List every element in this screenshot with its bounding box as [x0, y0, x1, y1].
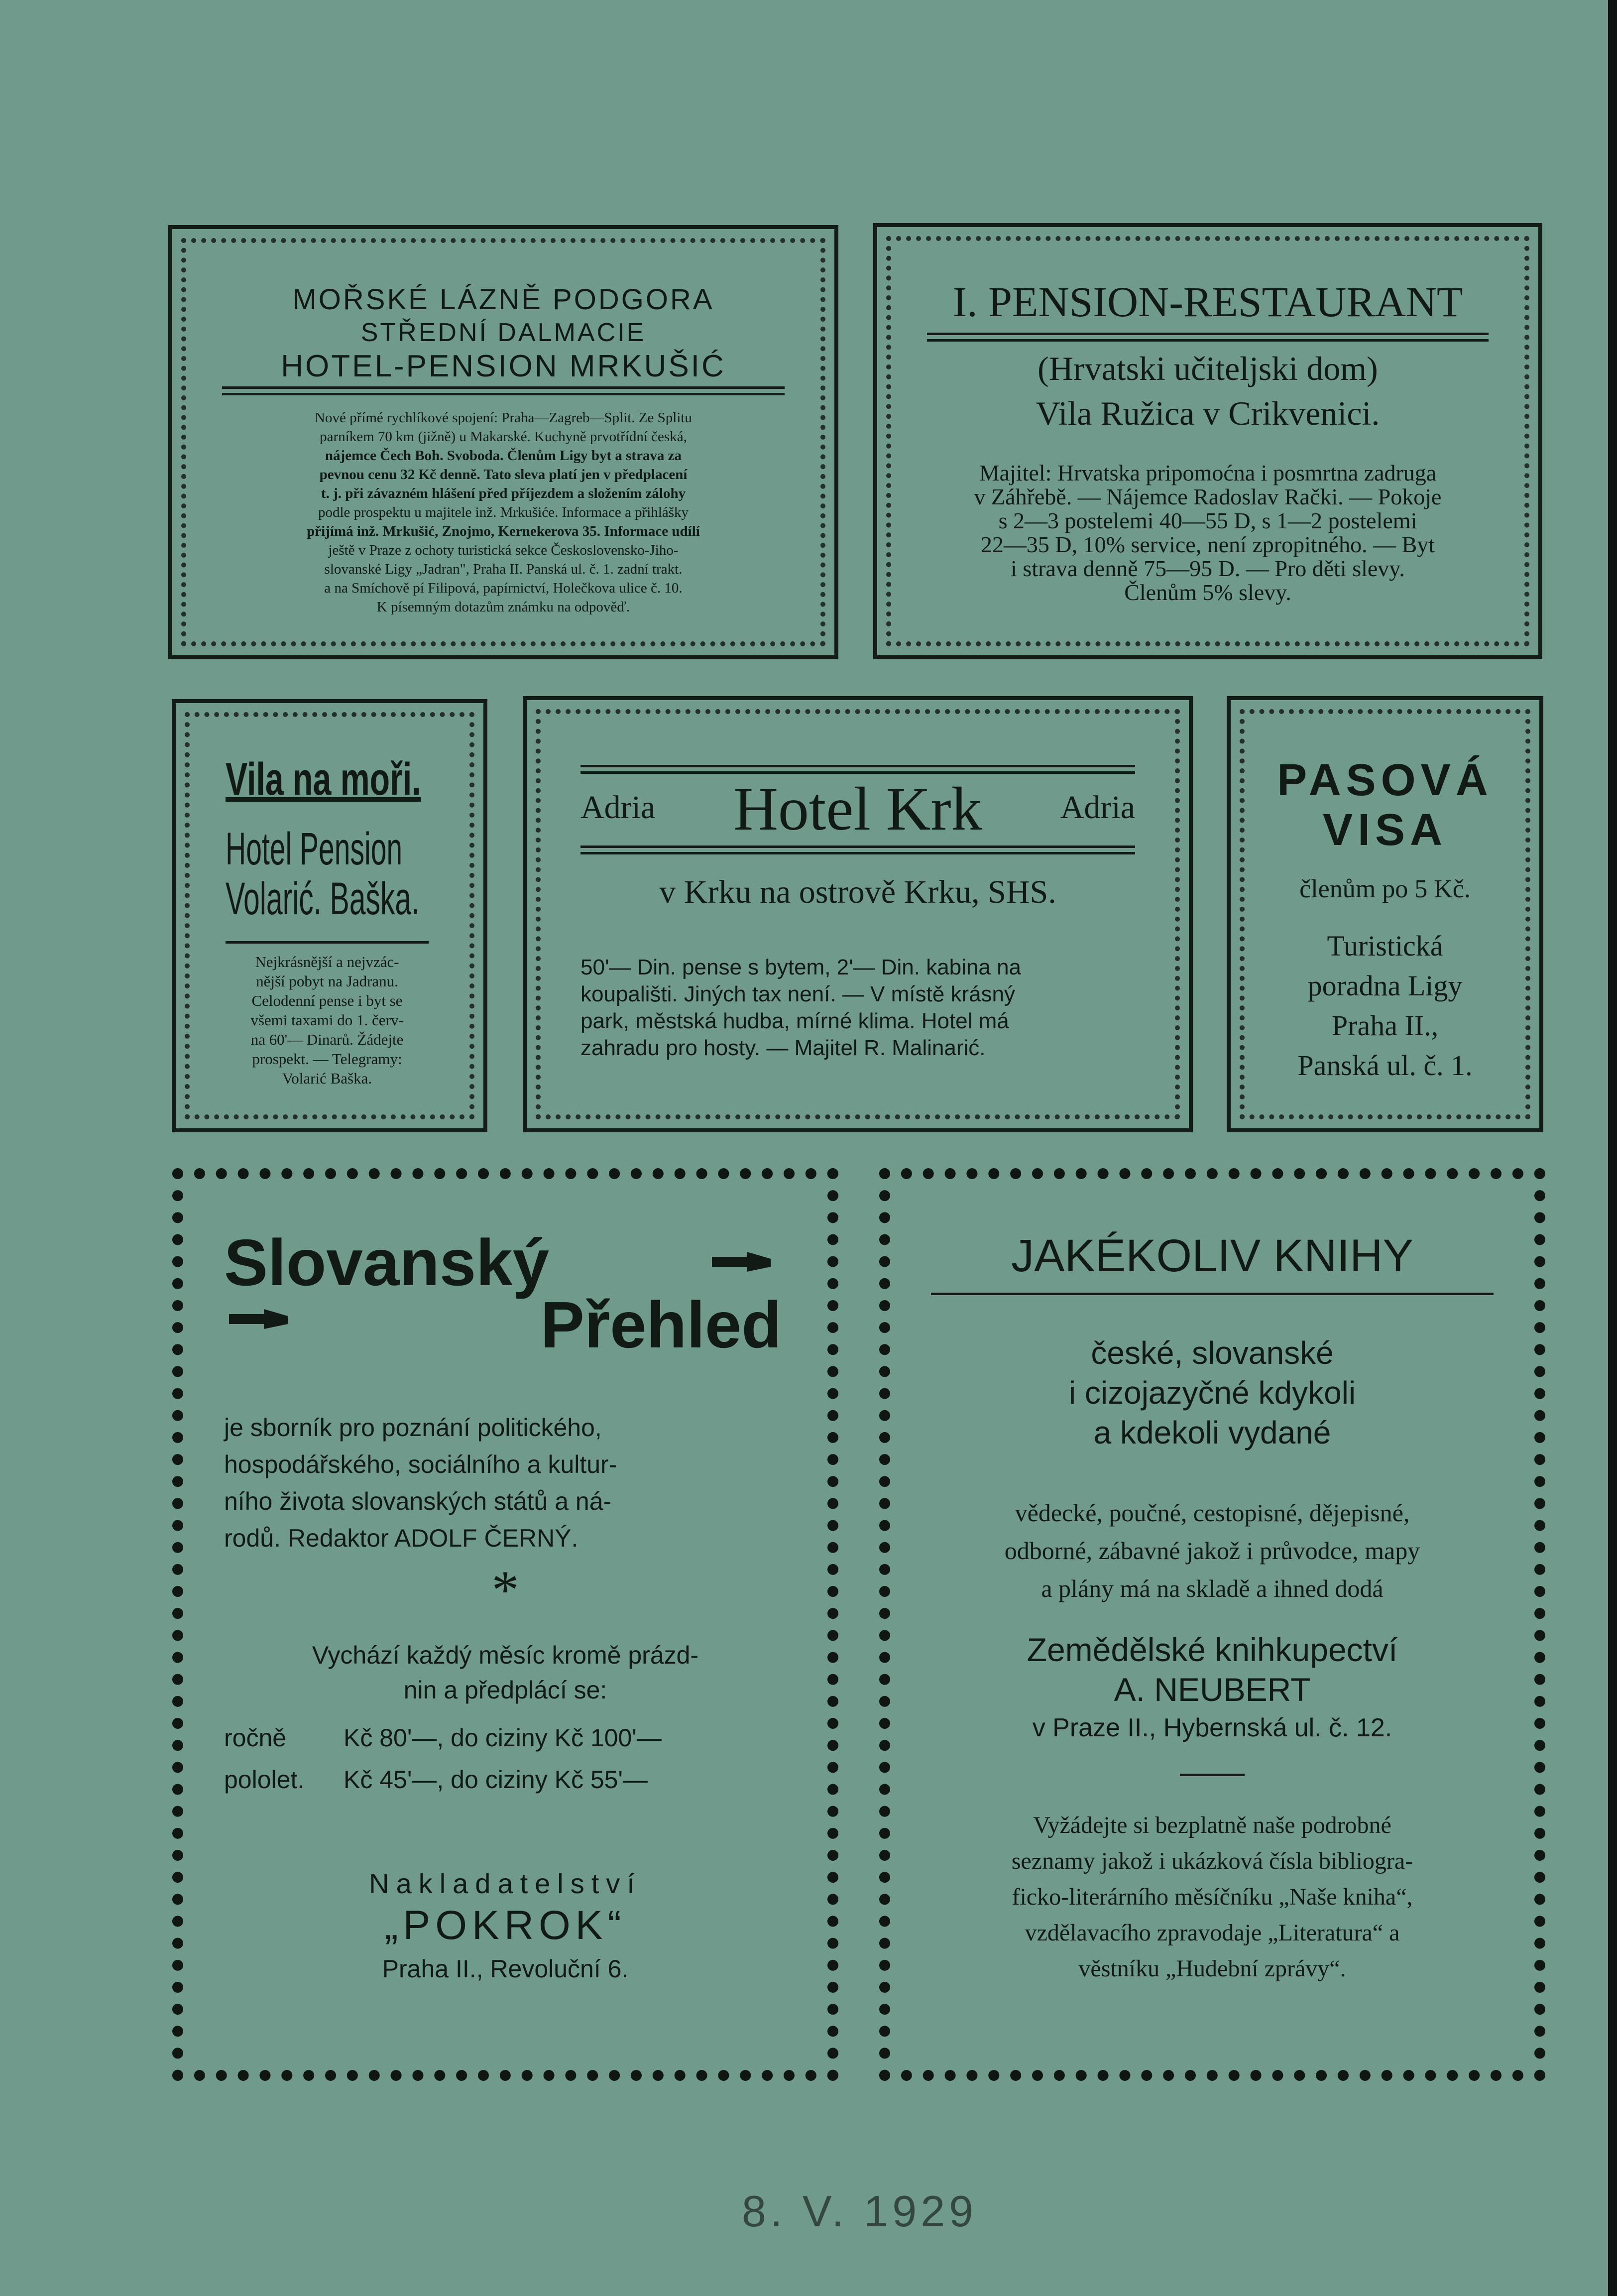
ad-body: členům po 5 Kč.	[1299, 875, 1471, 903]
shop-owner: A. NEUBERT	[1114, 1671, 1311, 1708]
body-line: park, městská hudba, mírné klima. Hotel má	[580, 1009, 1009, 1033]
body-line: odborné, zábavné jakož i průvodce, mapy	[1004, 1537, 1420, 1565]
ad-body	[221, 952, 434, 1088]
body-line: rodů. Redaktor ADOLF ČERNÝ.	[224, 1524, 578, 1552]
body-line: vědecké, poučné, cestopisné, dějepisné,	[1015, 1499, 1410, 1527]
issue-note: Vychází každý měsíc kromě prázd-	[312, 1641, 699, 1669]
price-value: Kč 80'—, do ciziny Kč 100'—	[344, 1724, 662, 1752]
adria-label-right: Adria	[1060, 789, 1135, 826]
body-line: slovanské Ligy „Jadran", Praha II. Panská ul. č. 1. zadní trakt.	[324, 561, 683, 577]
ad-body	[222, 408, 785, 616]
ad-body: Panská ul. č. 1.	[1297, 1049, 1473, 1082]
ad-body: poradna Ligy	[1307, 969, 1463, 1002]
title-line: Volarić. Baška.	[226, 873, 420, 924]
ad-pension-restaurant	[873, 223, 1542, 659]
ad-subtitle: české, slovanské	[1091, 1335, 1334, 1371]
publisher-label: Nakladatelství	[369, 1868, 642, 1899]
ad-body	[580, 954, 1139, 1062]
body-line: Volarić Baška.	[282, 1070, 372, 1087]
body-line: nější pobyt na Jadranu.	[256, 972, 398, 990]
footer-line: ficko-literárního měsíčníku „Naše kniha“,	[1012, 1884, 1413, 1910]
body-line: Členům 5% slevy.	[1124, 580, 1291, 605]
footer-line: Vyžádejte si bezplatně naše podrobné	[1033, 1812, 1391, 1838]
shop-address: v Praze II., Hybernská ul. č. 12.	[1032, 1713, 1392, 1742]
body-line: pevnou cenu 32 Kč denně. Tato sleva platí jen v předplacení	[319, 467, 688, 483]
ad-title: VISA	[1322, 805, 1448, 855]
body-line: Majitel: Hrvatska pripomoćna i posmrtna zadruga	[979, 460, 1437, 485]
body-line: i strava denně 75—95 D. — Pro děti slevy.	[1011, 556, 1405, 581]
ad-podgora	[168, 225, 838, 659]
ad-hotel-krk	[523, 696, 1193, 1132]
divider	[1180, 1774, 1245, 1776]
ad-title: MOŘSKÉ LÁZNĚ PODGORA	[292, 283, 714, 316]
ad-subtitle: v Krku na ostrově Krku, SHS.	[659, 874, 1056, 910]
body-line: nájemce Čech Boh. Svoboda. Členům Ligy byt a strava za	[325, 448, 682, 464]
ad-volaric	[172, 699, 487, 1132]
divider	[580, 765, 1135, 774]
ad-subtitle: i cizojazyčné kdykoli	[1068, 1375, 1356, 1411]
body-line: prospekt. — Telegramy:	[252, 1050, 402, 1068]
body-line: 22—35 D, 10% service, není zpropitného. — Byt	[980, 532, 1435, 557]
ad-body	[931, 1494, 1494, 1607]
shop-name: Zemědělské knihkupectví	[1027, 1631, 1398, 1668]
ad-pasova-visa	[1227, 696, 1543, 1132]
body-line: Celodenní pense i byt se	[251, 992, 403, 1009]
ad-title: PASOVÁ	[1277, 755, 1493, 805]
body-line: a plány má na skladě a ihned dodá	[1041, 1574, 1384, 1602]
divider	[222, 386, 785, 395]
ad-body: Turistická	[1327, 930, 1443, 962]
ad-subtitle: (Hrvatski učiteljski dom)	[1038, 350, 1378, 387]
body-line: všemi taxami do 1. červ-	[250, 1011, 404, 1029]
asterisk-ornament: *	[491, 1560, 519, 1620]
body-line: parníkem 70 km (jižně) u Makarské. Kuchyně prvotřídní česká,	[320, 429, 687, 445]
body-line: je sborník pro poznání politického,	[224, 1414, 602, 1442]
ad-title	[226, 753, 497, 806]
footer-line: věstníku „Hudební zprávy“.	[1078, 1955, 1346, 1982]
body-line: na 60'— Dinarů. Žádejte	[250, 1031, 404, 1048]
adria-label-left: Adria	[580, 789, 656, 826]
ad-body	[932, 461, 1484, 604]
ad-footer	[931, 1808, 1494, 1987]
body-line: přijímá inž. Mrkušić, Znojmo, Kernekerova 35. Informace udílí	[307, 523, 700, 539]
title-line: Hotel Pension	[226, 824, 403, 874]
body-line: koupališti. Jiných tax není. — V místě krásný	[580, 982, 1016, 1006]
publisher-name: „POKROK“	[384, 1903, 626, 1948]
price-period: pololet.	[224, 1766, 305, 1794]
ad-jakekoliv-knihy	[876, 1165, 1548, 2084]
body-line: a na Smíchově pí Filipová, papírnictví, Holečkova ulice č. 10.	[324, 580, 683, 596]
villa-name: Vila Ružica v Crikvenici.	[1036, 394, 1380, 432]
body-line: Nové přímé rychlíkové spojení: Praha—Zagreb—Split. Ze Splitu	[315, 410, 692, 426]
body-line: hospodářského, sociálního a kultur-	[224, 1450, 617, 1478]
hotel-place	[226, 872, 529, 925]
ad-subtitle: a kdekoli vydané	[1093, 1415, 1331, 1450]
body-line: 50'— Din. pense s bytem, 2'— Din. kabina na	[580, 955, 1022, 979]
divider	[226, 941, 429, 944]
ad-body	[224, 1409, 787, 1557]
ad-subtitle: STŘEDNÍ DALMACIE	[360, 318, 646, 347]
publisher-address: Praha II., Revoluční 6.	[382, 1955, 629, 1983]
footer-line: vzdělavacího zpravodaje „Literatura“ a	[1025, 1920, 1400, 1946]
price-value: Kč 45'—, do ciziny Kč 55'—	[344, 1766, 648, 1794]
price-period: ročně	[224, 1724, 287, 1752]
ad-title: JAKÉKOLIV KNIHY	[1011, 1230, 1413, 1281]
body-line: t. j. při závazném hlášení před příjezdem a složením zálohy	[321, 485, 686, 501]
scan-edge	[1608, 0, 1617, 2296]
price-table	[224, 1717, 787, 1801]
body-line: ního života slovanských států a ná-	[224, 1487, 612, 1515]
body-line: podle prospektu u majitele inž. Mrkušiće. Informace a přihlášky	[318, 504, 689, 520]
pointing-hand-icon	[229, 1307, 294, 1332]
ad-title: I. PENSION-RESTAURANT	[952, 278, 1463, 326]
divider	[580, 846, 1135, 854]
body-line: Nejkrásnější a nejvzác-	[255, 953, 399, 970]
ad-title: Hotel Krk	[733, 775, 982, 843]
ad-title: Slovanský	[224, 1226, 550, 1299]
body-line: s 2—3 postelemi 40—55 D, s 1—2 postelemi	[998, 508, 1417, 533]
hotel-name	[226, 823, 511, 875]
price-row	[224, 1759, 787, 1801]
body-line: ještě v Praze z ochoty turistická sekce Československo-Jiho-	[328, 542, 679, 558]
issue-note: nin a předplácí se:	[403, 1676, 607, 1704]
body-line: zahradu pro hosty. — Majitel R. Malinarić.	[580, 1036, 986, 1060]
ad-body: Praha II.,	[1331, 1009, 1439, 1042]
date-stamp: 8. V. 1929	[742, 2186, 978, 2236]
pointing-hand-icon	[712, 1250, 777, 1275]
ad-slovansky-prehled	[169, 1165, 841, 2084]
ad-title: Přehled	[540, 1288, 782, 1361]
footer-line: seznamy jakož i ukázková čísla bibliogra-	[1011, 1848, 1413, 1874]
divider	[927, 333, 1489, 342]
divider	[931, 1293, 1494, 1295]
price-row	[224, 1717, 787, 1759]
title-line: Vila na moři.	[226, 754, 421, 805]
hotel-name: HOTEL-PENSION MRKUŠIĆ	[281, 349, 726, 383]
body-line: v Záhřebě. — Nájemce Radoslav Rački. — Pokoje	[974, 484, 1442, 509]
body-line: K písemným dotazům známku na odpověď.	[376, 599, 630, 615]
